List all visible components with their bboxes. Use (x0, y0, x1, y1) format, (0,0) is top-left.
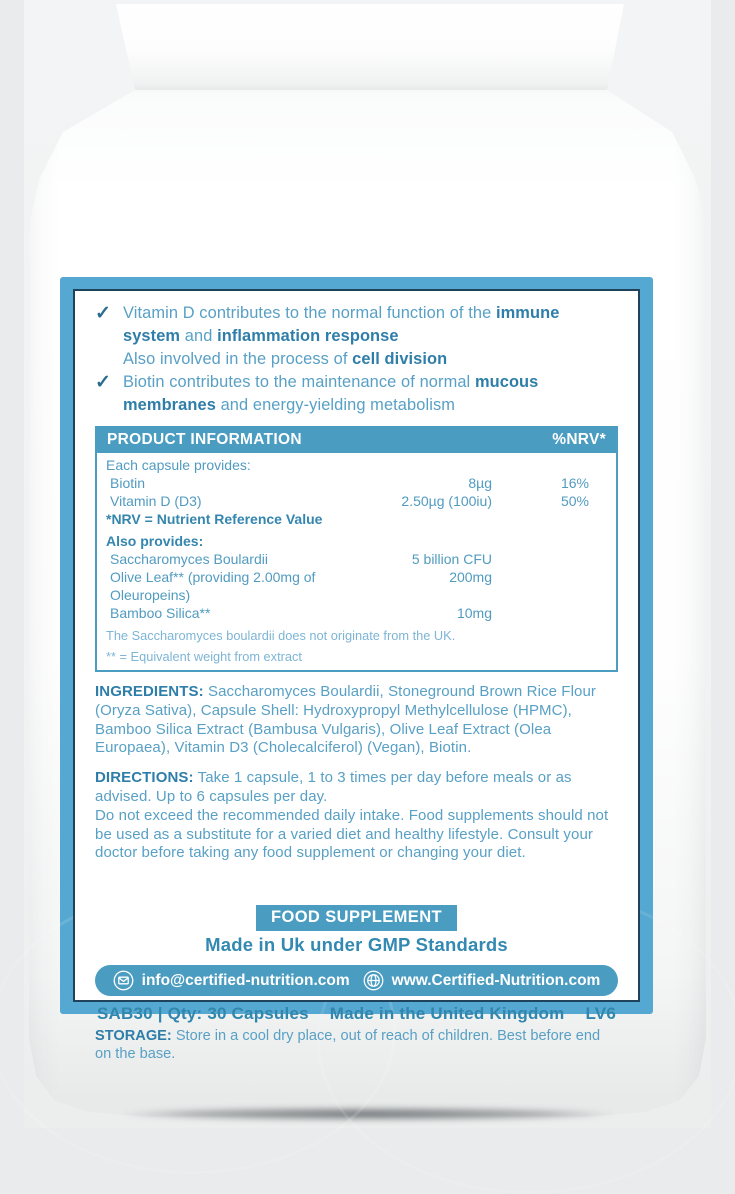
check-icon: ✓ (95, 303, 111, 324)
nutrient-amount: 2.50µg (100iu) (401, 493, 492, 509)
bottle-cap (24, 0, 711, 92)
directions-warning: Do not exceed the recommended daily intake. Food supplements should not be used as a substitute for a varied diet and healthy lifestyle. Consult your doctor before taking any food supplement or changing your diet. (95, 806, 609, 862)
food-supplement-badge: FOOD SUPPLEMENT (256, 905, 457, 931)
benefit-text (123, 302, 615, 371)
benefit-line: Vitamin D contributes to the normal function of the immune system and inflammation response (123, 304, 560, 345)
storage-label: STORAGE: (95, 1028, 172, 1045)
nrv-column-header: %NRV* (552, 431, 606, 448)
nutrient-amount: 8µg (468, 475, 492, 491)
supplement-bottle-photo (24, 0, 711, 1128)
section-label: Each capsule provides: (106, 457, 251, 473)
contact-website (363, 970, 601, 991)
ingredients-text: Saccharomyces Boulardii, Stoneground Brown Rice Flour (Oryza Sativa), Capsule Shell: Hydroxypropyl Methylcellulose (HPMC), Bamboo Silica Extract (Bambusa Vulgaris), Olive Leaf Extract (Olea Europaea), Vitamin D3 (Cholecalciferol) (Vegan), Biotin. (95, 683, 596, 757)
nutrient-amount: 200mg (449, 569, 492, 585)
table-row (106, 604, 607, 622)
check-icon: ✓ (95, 372, 111, 393)
website-text: www.Certified-Nutrition.com (391, 971, 601, 989)
made-in-country: Made in the United Kingdom (329, 1004, 565, 1024)
benefit-item-biotin (95, 371, 618, 417)
label-content (75, 291, 638, 1063)
batch-code: LV6 (585, 1004, 616, 1024)
badge-wrap (95, 905, 618, 931)
table-row (106, 474, 607, 492)
table-row (106, 492, 607, 510)
benefit-item-vitamin-d (95, 302, 618, 371)
nutrient-name: Vitamin D (D3) (110, 493, 202, 509)
table-row (106, 550, 607, 568)
also-provides-label: Also provides: (106, 533, 204, 549)
product-information-table (95, 426, 618, 672)
contact-bar (95, 965, 618, 996)
batch-row (95, 1004, 618, 1024)
benefits-list (95, 302, 618, 417)
sku-qty: SAB30 | Qty: 30 Capsules (97, 1004, 309, 1024)
nutrient-nrv: 50% (560, 493, 589, 509)
back-label (60, 277, 653, 1063)
table-title: PRODUCT INFORMATION (107, 431, 302, 448)
directions-paragraph (95, 769, 618, 863)
storage-paragraph (95, 1027, 618, 1063)
gmp-standards-line: Made in Uk under GMP Standards (205, 934, 508, 956)
table-row (106, 568, 607, 604)
email-text: info@certified-nutrition.com (141, 971, 350, 989)
ingredients-label: INGREDIENTS: (95, 683, 204, 700)
directions-line (95, 769, 572, 805)
directions-label: DIRECTIONS: (95, 769, 194, 787)
nrv-definition: *NRV = Nutrient Reference Value (106, 511, 323, 527)
benefit-text (123, 371, 615, 417)
table-body (97, 453, 616, 670)
envelope-icon (113, 970, 134, 991)
table-footnote: The Saccharomyces boulardii does not originate from the UK. (106, 628, 456, 643)
table-footnote: ** = Equivalent weight from extract (106, 649, 302, 664)
nutrient-name: Biotin (110, 475, 146, 491)
storage-text: Store in a cool dry place, out of reach of children. Best before end on the base. (95, 1028, 601, 1063)
nutrient-amount: 10mg (456, 605, 492, 621)
benefit-line: Biotin contributes to the maintenance of normal mucous membranes and energy-yielding metabolism (123, 373, 539, 414)
label-panel (73, 289, 640, 1063)
benefit-line: Also involved in the process of cell division (123, 350, 448, 368)
nutrient-name: Olive Leaf** (providing 2.00mg of Oleuropeins) (110, 569, 316, 603)
nutrient-name: Saccharomyces Boulardii (110, 551, 268, 567)
nutrient-name: Bamboo Silica** (110, 605, 211, 621)
globe-icon (363, 970, 384, 991)
nutrient-amount: 5 billion CFU (411, 551, 492, 567)
nutrient-nrv: 16% (560, 475, 589, 491)
directions-text: Take 1 capsule, 1 to 3 times per day before meals or as advised. Up to 6 capsules per day. (95, 769, 572, 805)
ingredients-paragraph (95, 683, 618, 758)
contact-email (113, 970, 350, 991)
table-header (97, 428, 616, 453)
table-row (106, 456, 607, 474)
